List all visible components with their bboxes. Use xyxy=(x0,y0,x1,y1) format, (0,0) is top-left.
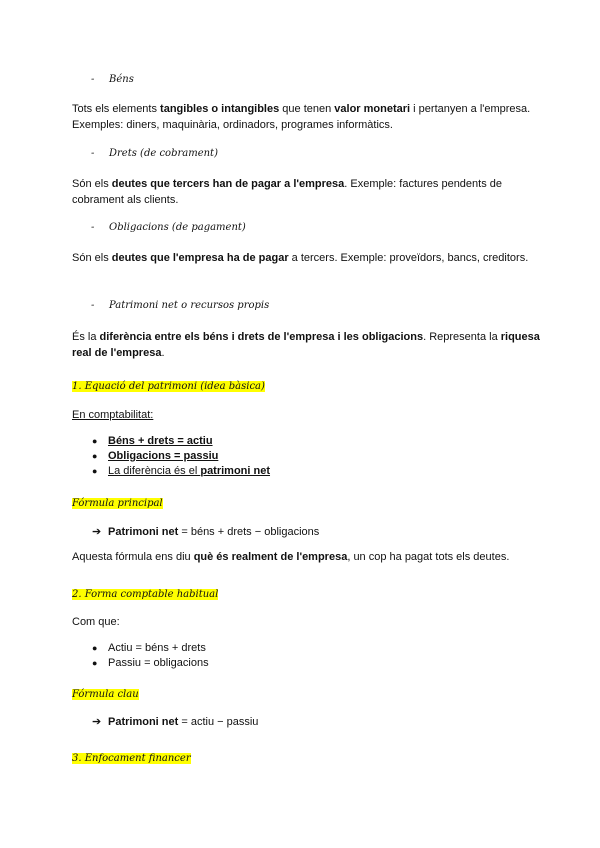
dash-marker: - xyxy=(91,148,95,159)
dash-marker: - xyxy=(91,74,95,85)
formula-principal: ➔ Patrimoni net = béns + drets − obligacions xyxy=(92,526,320,538)
drets-heading: - Drets (de cobrament) xyxy=(91,148,218,159)
list-item: ● La diferència és el patrimoni net xyxy=(92,465,271,477)
section-1-intro: En comptabilitat: xyxy=(72,409,154,421)
section-2-intro: Com que: xyxy=(72,616,120,628)
bullet-icon: ● xyxy=(92,658,98,668)
drets-paragraph: Són els deutes que tercers han de pagar a l'empresa. Exemple: factures pendents de cobrament als clients. xyxy=(72,178,503,206)
formula-clau: ➔ Patrimoni net = actiu − passiu xyxy=(92,716,259,728)
list-item: ● Actiu = béns + drets xyxy=(92,642,206,654)
bullet-icon: ● xyxy=(92,466,98,476)
obligacions-heading: - Obligacions (de pagament) xyxy=(91,222,246,233)
section-2-title: 2. Forma comptable habitual xyxy=(72,589,219,600)
arrow-icon: ➔ xyxy=(92,526,102,538)
bullet-icon: ● xyxy=(92,436,98,446)
bens-heading: - Béns xyxy=(91,74,134,85)
formula-principal-title: Fórmula principal xyxy=(72,498,163,509)
list-item: ● Passiu = obligacions xyxy=(92,657,209,669)
arrow-icon: ➔ xyxy=(92,716,102,728)
obligacions-paragraph: Són els deutes que l'empresa ha de pagar a tercers. Exemple: proveïdors, bancs, creditors. xyxy=(72,252,529,264)
section-1-title: 1. Equació del patrimoni (idea bàsica) xyxy=(72,381,265,392)
dash-marker: - xyxy=(91,300,95,311)
formula-note: Aquesta fórmula ens diu què és realment de l'empresa, un cop ha pagat tots els deutes. xyxy=(72,551,510,563)
bullet-icon: ● xyxy=(92,451,98,461)
bens-paragraph: Tots els elements tangibles o intangibles que tenen valor monetari i pertanyen a l'empresa. Exemples: diners, maquinària, ordinadors, programes informàtics. xyxy=(72,103,531,131)
bullet-icon: ● xyxy=(92,643,98,653)
list-item: ● Béns + drets = actiu xyxy=(92,435,213,447)
formula-clau-title: Fórmula clau xyxy=(72,689,139,700)
section-3-title: 3. Enfocament financer xyxy=(72,753,191,764)
patrimoni-paragraph: És la diferència entre els béns i drets de l'empresa i les obligacions. Representa la riquesa real de l'empresa. xyxy=(72,331,540,359)
dash-marker: - xyxy=(91,222,95,233)
patrimoni-heading: - Patrimoni net o recursos propis xyxy=(91,300,270,311)
list-item: ● Obligacions = passiu xyxy=(92,450,219,462)
